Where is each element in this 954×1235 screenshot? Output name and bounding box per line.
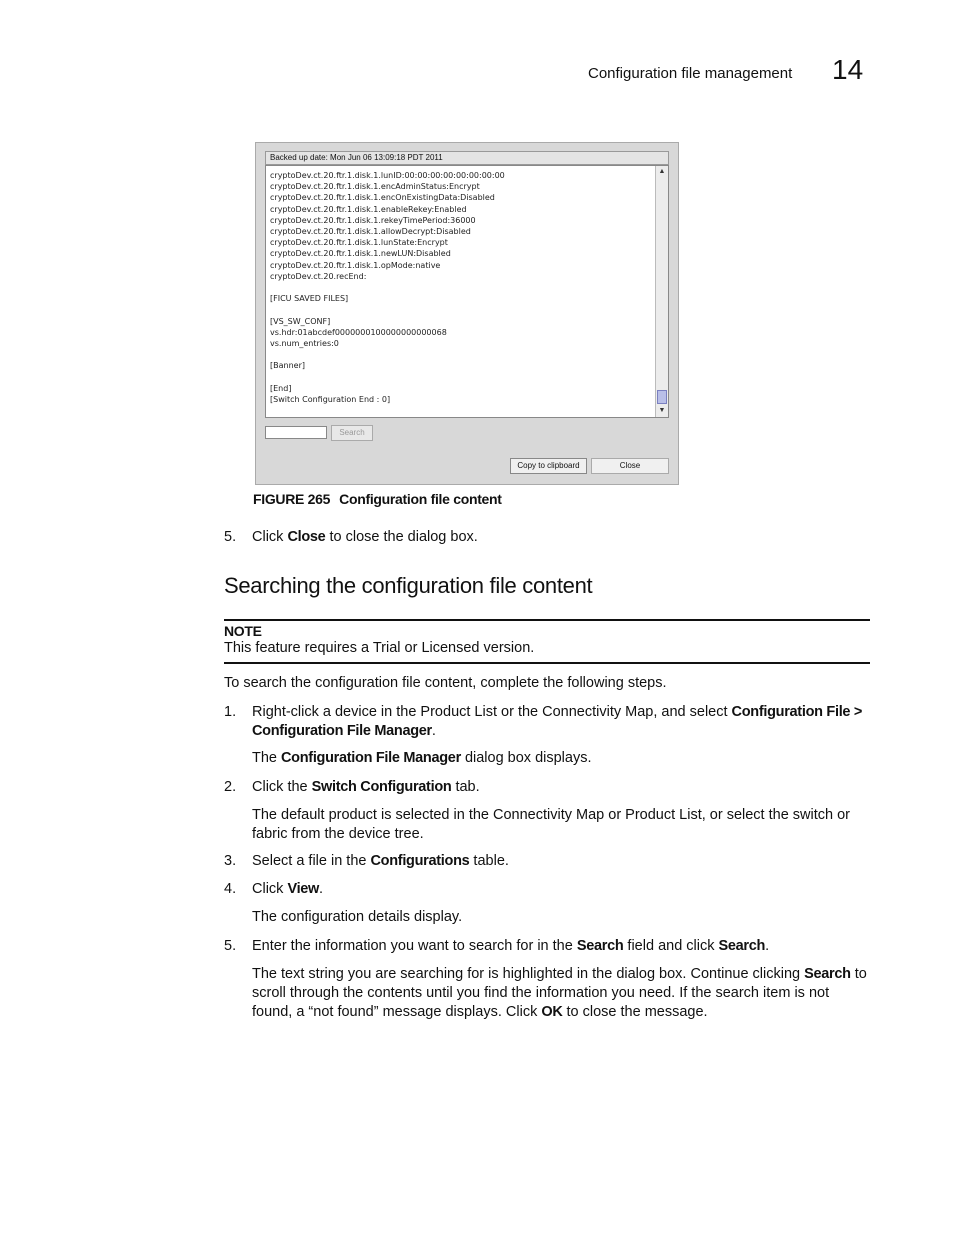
config-line: [Banner] [270, 361, 305, 371]
config-lines [270, 170, 650, 405]
config-line: [End] [270, 383, 292, 393]
config-line: cryptoDev.ct.20.ftr.1.disk.1.encAdminStatus:Encrypt [270, 182, 480, 192]
copy-to-clipboard-button[interactable]: Copy to clipboard [510, 458, 587, 474]
config-line: [Switch Configuration End : 0] [270, 395, 391, 405]
chapter-number: 14 [832, 54, 864, 85]
scroll-down-arrow-icon[interactable]: ▼ [658, 407, 666, 414]
config-line [270, 372, 650, 383]
config-line: cryptoDev.ct.20.recEnd: [270, 271, 367, 281]
vertical-scrollbar[interactable] [655, 166, 668, 417]
config-line: cryptoDev.ct.20.ftr.1.disk.1.newLUN:Disabled [270, 249, 451, 259]
note-label: NOTE [224, 623, 262, 639]
config-line [270, 282, 650, 293]
search-input[interactable] [265, 426, 327, 439]
search-button[interactable]: Search [331, 425, 373, 441]
config-line [270, 349, 650, 360]
config-text-area [265, 165, 669, 418]
figure-number: FIGURE 265 [253, 491, 331, 507]
page-header-section: Configuration file management [588, 65, 793, 82]
config-line: cryptoDev.ct.20.ftr.1.disk.1.opMode:native [270, 260, 441, 270]
config-line: vs.num_entries:0 [270, 339, 339, 349]
note-bottom-rule [224, 662, 870, 664]
step-1-result: The Configuration File Manager dialog box displays. [252, 750, 592, 766]
intro-text: To search the configuration file content, complete the following steps. [224, 675, 667, 691]
close-button[interactable]: Close [591, 458, 669, 474]
config-line [270, 304, 650, 315]
config-line: cryptoDev.ct.20.ftr.1.disk.1.enableRekey:Enabled [270, 204, 467, 214]
config-line: cryptoDev.ct.20.ftr.1.disk.1.lunID:00:00:00:00:00:00:00:00 [270, 171, 505, 180]
config-line: cryptoDev.ct.20.ftr.1.disk.1.allowDecrypt:Disabled [270, 227, 471, 237]
step-2-result: The default product is selected in the Connectivity Map or Product List, or select the switch or fabric from the device tree. [252, 807, 851, 842]
backup-date-header: Backed up date: Mon Jun 06 13:09:18 PDT 2011 [265, 151, 669, 165]
figure-title: Configuration file content [339, 491, 502, 507]
config-line: [FICU SAVED FILES] [270, 294, 349, 304]
section-title: Searching the configuration file content [224, 573, 593, 598]
step-5-result: The text string you are searching for is highlighted in the dialog box. Continue clicking Search to scroll through the contents until you find the information you need. If the search item is not found, a “not found” message displays. Click OK to close the message. [252, 966, 867, 1020]
scroll-thumb[interactable] [657, 390, 667, 404]
note-top-rule [224, 619, 870, 621]
note-text: This feature requires a Trial or Licensed version. [224, 640, 535, 656]
config-line: [VS_SW_CONF] [270, 316, 331, 326]
config-line: cryptoDev.ct.20.ftr.1.disk.1.encOnExistingData:Disabled [270, 193, 495, 203]
step-4-result: The configuration details display. [252, 909, 463, 925]
config-line: vs.hdr:01abcdef0000000100000000000068 [270, 327, 447, 337]
config-file-dialog-screenshot [255, 142, 679, 485]
config-line: cryptoDev.ct.20.ftr.1.disk.1.rekeyTimePeriod:36000 [270, 215, 476, 225]
scroll-up-arrow-icon[interactable]: ▲ [658, 168, 666, 175]
config-line: cryptoDev.ct.20.ftr.1.disk.1.lunState:Encrypt [270, 238, 448, 248]
figure-caption [253, 491, 502, 507]
